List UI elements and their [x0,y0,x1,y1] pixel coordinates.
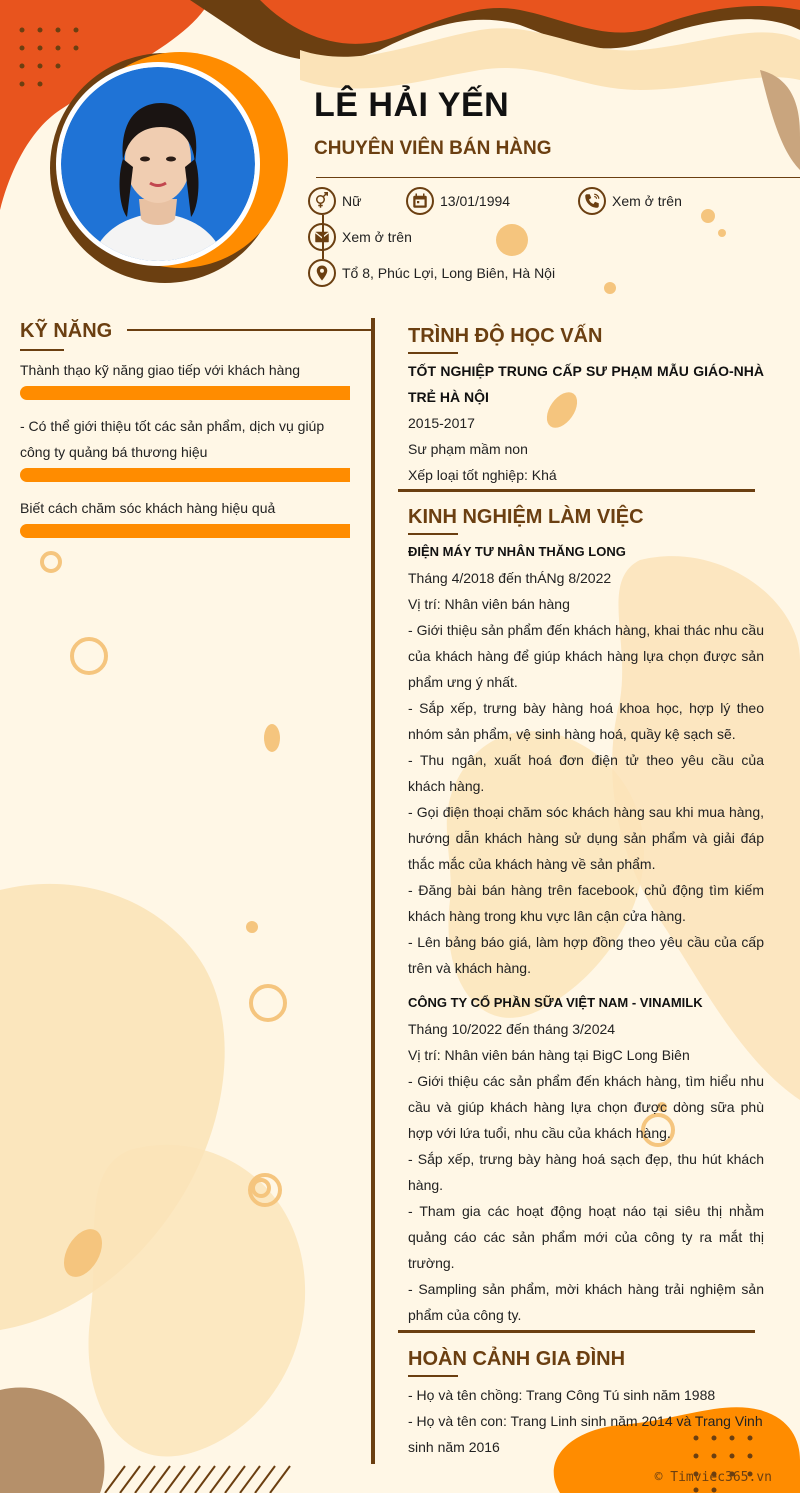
job-company: ĐIỆN MÁY TƯ NHÂN THĂNG LONG [408,544,626,559]
birthday-value: 13/01/1994 [440,193,511,209]
skills-heading-underline [20,349,64,351]
contact-gender [308,187,361,215]
location-icon [308,259,336,287]
job-duty: - Sắp xếp, trưng bày hàng hoá khoa học, hợp lý theo nhóm sản phẩm, vệ sinh hàng hoá, quầy kệ sạch sẽ. [408,700,764,742]
education-heading: TRÌNH ĐỘ HỌC VẤN [408,325,603,347]
skill-item: Biết cách chăm sóc khách hàng hiệu quả [20,500,276,516]
contact-birthday [406,187,510,215]
job-duty: - Đăng bài bán hàng trên facebook, chủ động tìm kiếm khách hàng trong khu vực lân cận cửa hàng. [408,882,764,924]
skill-level-bar [20,524,350,538]
phone-icon [578,187,606,215]
experience-heading-underline [408,533,458,535]
skill-level-bar [20,386,350,400]
gender-value: Nữ [342,193,362,209]
education-major: Sư phạm mầm non [408,441,528,457]
title-divider [316,177,800,178]
skills-heading-rule [127,329,371,331]
job-duty: - Sắp xếp, trưng bày hàng hoá sạch đẹp, thu hút khách hàng. [408,1151,764,1193]
job-period: Tháng 4/2018 đến thÁNg 8/2022 [408,570,612,586]
calendar-icon [406,187,434,215]
skill-item: - Có thể giới thiệu tốt các sản phẩm, dịch vụ giúp công ty quảng bá thương hiệu [20,418,325,460]
education-school: TỐT NGHIỆP TRUNG CẤP SƯ PHẠM MẪU GIÁO-NHÀ TRẺ HÀ NỘI [408,363,764,405]
contact-connector [322,215,324,259]
education-period: 2015-2017 [408,415,475,431]
email-value: Xem ở trên [342,229,412,245]
address-value: Tổ 8, Phúc Lợi, Long Biên, Hà Nội [342,265,556,281]
avatar [56,62,260,266]
section-divider [398,489,755,492]
family-heading: HOÀN CẢNH GIA ĐÌNH [408,1348,626,1370]
skill-level-bar [20,468,350,482]
job-role: Vị trí: Nhân viên bán hàng tại BigC Long Biên [408,1047,690,1063]
skills-heading: KỸ NĂNG [20,320,113,342]
job-duty: - Sampling sản phẩm, mời khách hàng trải nghiệm sản phẩm của công ty. [408,1281,764,1323]
family-heading-underline [408,1375,458,1377]
skill-item: Thành thạo kỹ năng giao tiếp với khách hàng [20,362,301,378]
job-duty: - Giới thiệu các sản phẩm đến khách hàng, tìm hiểu nhu cầu và giúp khách hàng lựa chọn được dòng sữa phù hợp với lứa tuổi, nhu cầu của khách hàng. [408,1073,764,1141]
contact-address [308,259,555,287]
experience-job-2 [408,990,764,1328]
candidate-name: LÊ HẢI YẾN [314,86,510,124]
job-duty: - Giới thiệu sản phẩm đến khách hàng, khai thác nhu cầu của khách hàng để giúp khách hàng lựa chọn được sản phẩm ưng ý nhất. [408,622,764,690]
job-duty: - Tham gia các hoạt động hoạt náo tại siêu thị nhằm quảng cáo các sản phẩm mới của công ty ra mắt thị trường. [408,1203,764,1271]
experience-job-1 [408,539,764,981]
job-duty: - Lên bảng báo giá, làm hợp đồng theo yêu cầu của cấp trên và khách hàng. [408,934,764,976]
job-company: CÔNG TY CỔ PHẦN SỮA VIỆT NAM - VINAMILK [408,995,703,1010]
education-grade: Xếp loại tốt nghiệp: Khá [408,467,557,483]
phone-value: Xem ở trên [612,193,682,209]
job-title: CHUYÊN VIÊN BÁN HÀNG [314,138,552,159]
portrait-photo [61,67,255,261]
experience-heading: KINH NGHIỆM LÀM VIỆC [408,506,644,528]
job-duty: - Gọi điện thoại chăm sóc khách hàng sau khi mua hàng, hướng dẫn khách hàng sử dụng sản phẩm và giải đáp thắc mắc của khách hàng về sản phẩm. [408,804,764,872]
job-period: Tháng 10/2022 đến tháng 3/2024 [408,1021,616,1037]
education-heading-underline [408,352,458,354]
education-block [408,358,764,488]
family-item: - Họ và tên chồng: Trang Công Tú sinh năm 1988 [408,1387,716,1403]
contact-phone [578,187,682,215]
section-divider [398,1330,755,1333]
family-item: - Họ và tên con: Trang Linh sinh năm 2014 và Trang Vinh sinh năm 2016 [408,1413,763,1455]
watermark: © Timviec365.vn [654,1470,772,1485]
job-role: Vị trí: Nhân viên bán hàng [408,596,570,612]
job-duty: - Thu ngân, xuất hoá đơn điện tử theo yêu cầu của khách hàng. [408,752,764,794]
column-divider [371,318,375,1464]
family-block [408,1382,764,1460]
gender-icon [308,187,336,215]
